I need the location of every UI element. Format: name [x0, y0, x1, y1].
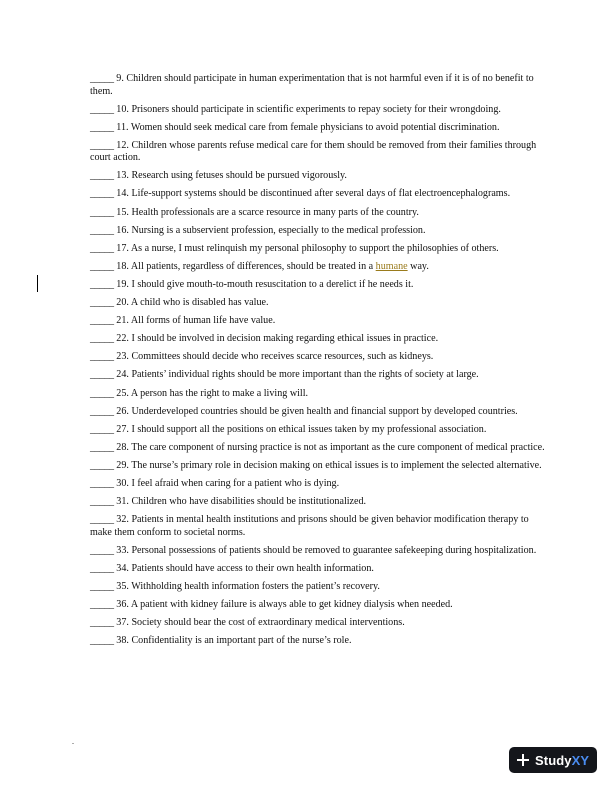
- item-number: 32.: [116, 514, 129, 526]
- item-text: Health professionals are a scarce resource in many parts of the country.: [131, 206, 419, 218]
- studyxy-badge[interactable]: [509, 747, 597, 773]
- item-text: Patients should have access to their own health information.: [131, 562, 374, 574]
- answer-blank: _____: [90, 351, 114, 363]
- list-item: [90, 104, 550, 117]
- answer-blank: _____: [90, 206, 114, 218]
- list-item: [90, 635, 550, 648]
- item-text: Society should bear the cost of extraordinary medical interventions.: [131, 617, 405, 629]
- item-number: 12.: [116, 139, 129, 151]
- item-number: 18.: [116, 260, 129, 272]
- item-text: I should be involved in decision making regarding ethical issues in practice.: [131, 333, 439, 345]
- answer-blank: _____: [90, 297, 114, 309]
- answer-blank: _____: [90, 170, 114, 182]
- item-number: 10.: [116, 103, 129, 115]
- list-item: [90, 581, 550, 594]
- answer-blank: _____: [90, 260, 114, 272]
- list-item: [90, 122, 550, 135]
- item-number: 28.: [116, 441, 129, 453]
- item-number: 36.: [116, 599, 129, 611]
- item-number: 29.: [116, 459, 129, 471]
- answer-blank: _____: [90, 315, 114, 327]
- answer-blank: _____: [90, 580, 114, 592]
- item-number: 17.: [116, 242, 129, 254]
- item-number: 19.: [116, 278, 129, 290]
- badge-label: [535, 753, 589, 768]
- item-text: Personal possessions of patients should be removed to guarantee safekeeping during hospitalization.: [131, 544, 537, 556]
- item-number: 38.: [116, 635, 129, 647]
- plus-icon: [516, 753, 530, 767]
- item-text: The care component of nursing practice is not as important as the cure component of medical practice.: [131, 441, 545, 453]
- list-item: [90, 351, 550, 364]
- list-item: [90, 140, 550, 165]
- list-item: [90, 73, 550, 98]
- list-item: [90, 170, 550, 183]
- answer-blank: _____: [90, 188, 114, 200]
- item-number: 15.: [116, 206, 129, 218]
- answer-blank: _____: [90, 387, 114, 399]
- item-text: Withholding health information fosters the patient’s recovery.: [131, 580, 380, 592]
- list-item: [90, 225, 550, 238]
- answer-blank: _____: [90, 224, 114, 236]
- answer-blank: _____: [90, 121, 114, 133]
- item-number: 11.: [116, 121, 129, 133]
- item-text: Research using fetuses should be pursued vigorously.: [131, 170, 347, 182]
- item-text: Children should participate in human experimentation that is not harmful even if it is of no benefit to them.: [90, 73, 534, 97]
- list-item: [90, 297, 550, 310]
- list-item: [90, 478, 550, 491]
- item-number: 23.: [116, 351, 129, 363]
- item-number: 34.: [116, 562, 129, 574]
- questionnaire-list: [90, 73, 550, 653]
- item-number: 27.: [116, 423, 129, 435]
- list-item: [90, 279, 550, 292]
- list-item: [90, 315, 550, 328]
- list-item: [90, 617, 550, 630]
- item-text-after: way.: [410, 260, 429, 272]
- list-item: [90, 545, 550, 558]
- list-item: [90, 599, 550, 612]
- answer-blank: _____: [90, 103, 114, 115]
- item-text: A person has the right to make a living will.: [130, 387, 309, 399]
- list-item: [90, 424, 550, 437]
- item-text: Patients’ individual rights should be more important than the rights of society at large.: [131, 369, 479, 381]
- item-text: Committees should decide who receives scarce resources, such as kidneys.: [131, 351, 434, 363]
- list-item: [90, 207, 550, 220]
- humane-link[interactable]: humane: [375, 260, 408, 272]
- answer-blank: _____: [90, 599, 114, 611]
- list-item: [90, 388, 550, 401]
- answer-blank: _____: [90, 405, 114, 417]
- item-text: Patients in mental health institutions and prisons should be given behavior modification therapy to make them conform to societal norms.: [90, 514, 529, 538]
- list-item: [90, 369, 550, 382]
- item-text: Women should seek medical care from female physicians to avoid potential discrimination.: [130, 121, 500, 133]
- item-text: All forms of human life have value.: [130, 315, 276, 327]
- item-text: I should give mouth-to-mouth resuscitation to a derelict if he needs it.: [131, 278, 414, 290]
- item-number: 24.: [116, 369, 129, 381]
- list-item: [90, 261, 550, 274]
- item-text: Confidentiality is an important part of the nurse’s role.: [131, 635, 352, 647]
- item-text: Prisoners should participate in scientific experiments to repay society for their wrongdoing.: [131, 103, 501, 115]
- item-text: The nurse’s primary role in decision making on ethical issues is to implement the selected alternative.: [131, 459, 542, 471]
- item-number: 16.: [116, 224, 129, 236]
- answer-blank: _____: [90, 617, 114, 629]
- item-number: 37.: [116, 617, 129, 629]
- answer-blank: _____: [90, 544, 114, 556]
- answer-blank: _____: [90, 278, 114, 290]
- item-number: 14.: [116, 188, 129, 200]
- list-item: [90, 243, 550, 256]
- answer-blank: _____: [90, 635, 114, 647]
- item-number: 9.: [116, 73, 124, 84]
- item-number: 33.: [116, 544, 129, 556]
- item-text: Children who have disabilities should be institutionalized.: [131, 496, 367, 508]
- item-number: 30.: [116, 477, 129, 489]
- item-text: I feel afraid when caring for a patient who is dying.: [131, 477, 340, 489]
- badge-brand-accent: XY: [571, 752, 590, 768]
- item-number: 25.: [116, 387, 129, 399]
- answer-blank: _____: [90, 333, 114, 345]
- item-number: 31.: [116, 496, 129, 508]
- item-number: 20.: [116, 297, 129, 309]
- item-number: 22.: [116, 333, 129, 345]
- item-text: A child who is disabled has value.: [130, 297, 269, 309]
- list-item: [90, 496, 550, 509]
- text-cursor: [37, 275, 38, 292]
- list-item: [90, 442, 550, 455]
- list-item: [90, 188, 550, 201]
- item-text: Children whose parents refuse medical care for them should be removed from their families through court action.: [90, 139, 537, 164]
- item-text: I should support all the positions on ethical issues taken by my professional association.: [131, 423, 487, 435]
- item-number: 26.: [116, 405, 129, 417]
- answer-blank: _____: [90, 73, 114, 84]
- item-text: All patients, regardless of differences, should be treated in a: [130, 260, 374, 272]
- item-text: Underdeveloped countries should be given health and financial support by developed countries.: [131, 405, 518, 417]
- item-text: Nursing is a subservient profession, especially to the medical profession.: [131, 224, 426, 236]
- answer-blank: _____: [90, 562, 114, 574]
- badge-brand-main: Study: [535, 752, 572, 768]
- item-number: 35.: [116, 580, 129, 592]
- answer-blank: _____: [90, 441, 114, 453]
- item-text: As a nurse, I must relinquish my personal philosophy to support the philosophies of others.: [130, 242, 499, 254]
- list-item: [90, 333, 550, 346]
- answer-blank: _____: [90, 139, 114, 151]
- answer-blank: _____: [90, 477, 114, 489]
- list-item: [90, 406, 550, 419]
- answer-blank: _____: [90, 459, 114, 471]
- answer-blank: _____: [90, 242, 114, 254]
- answer-blank: _____: [90, 514, 114, 526]
- item-number: 13.: [116, 170, 129, 182]
- item-text: A patient with kidney failure is always able to get kidney dialysis when needed.: [130, 599, 453, 611]
- item-number: 21.: [116, 315, 129, 327]
- footer-dot: .: [72, 737, 74, 746]
- list-item: [90, 563, 550, 576]
- item-text: Life-support systems should be discontinued after several days of flat electroencephalograms.: [131, 188, 511, 200]
- list-item: [90, 460, 550, 473]
- list-item: [90, 514, 550, 539]
- answer-blank: _____: [90, 496, 114, 508]
- answer-blank: _____: [90, 423, 114, 435]
- answer-blank: _____: [90, 369, 114, 381]
